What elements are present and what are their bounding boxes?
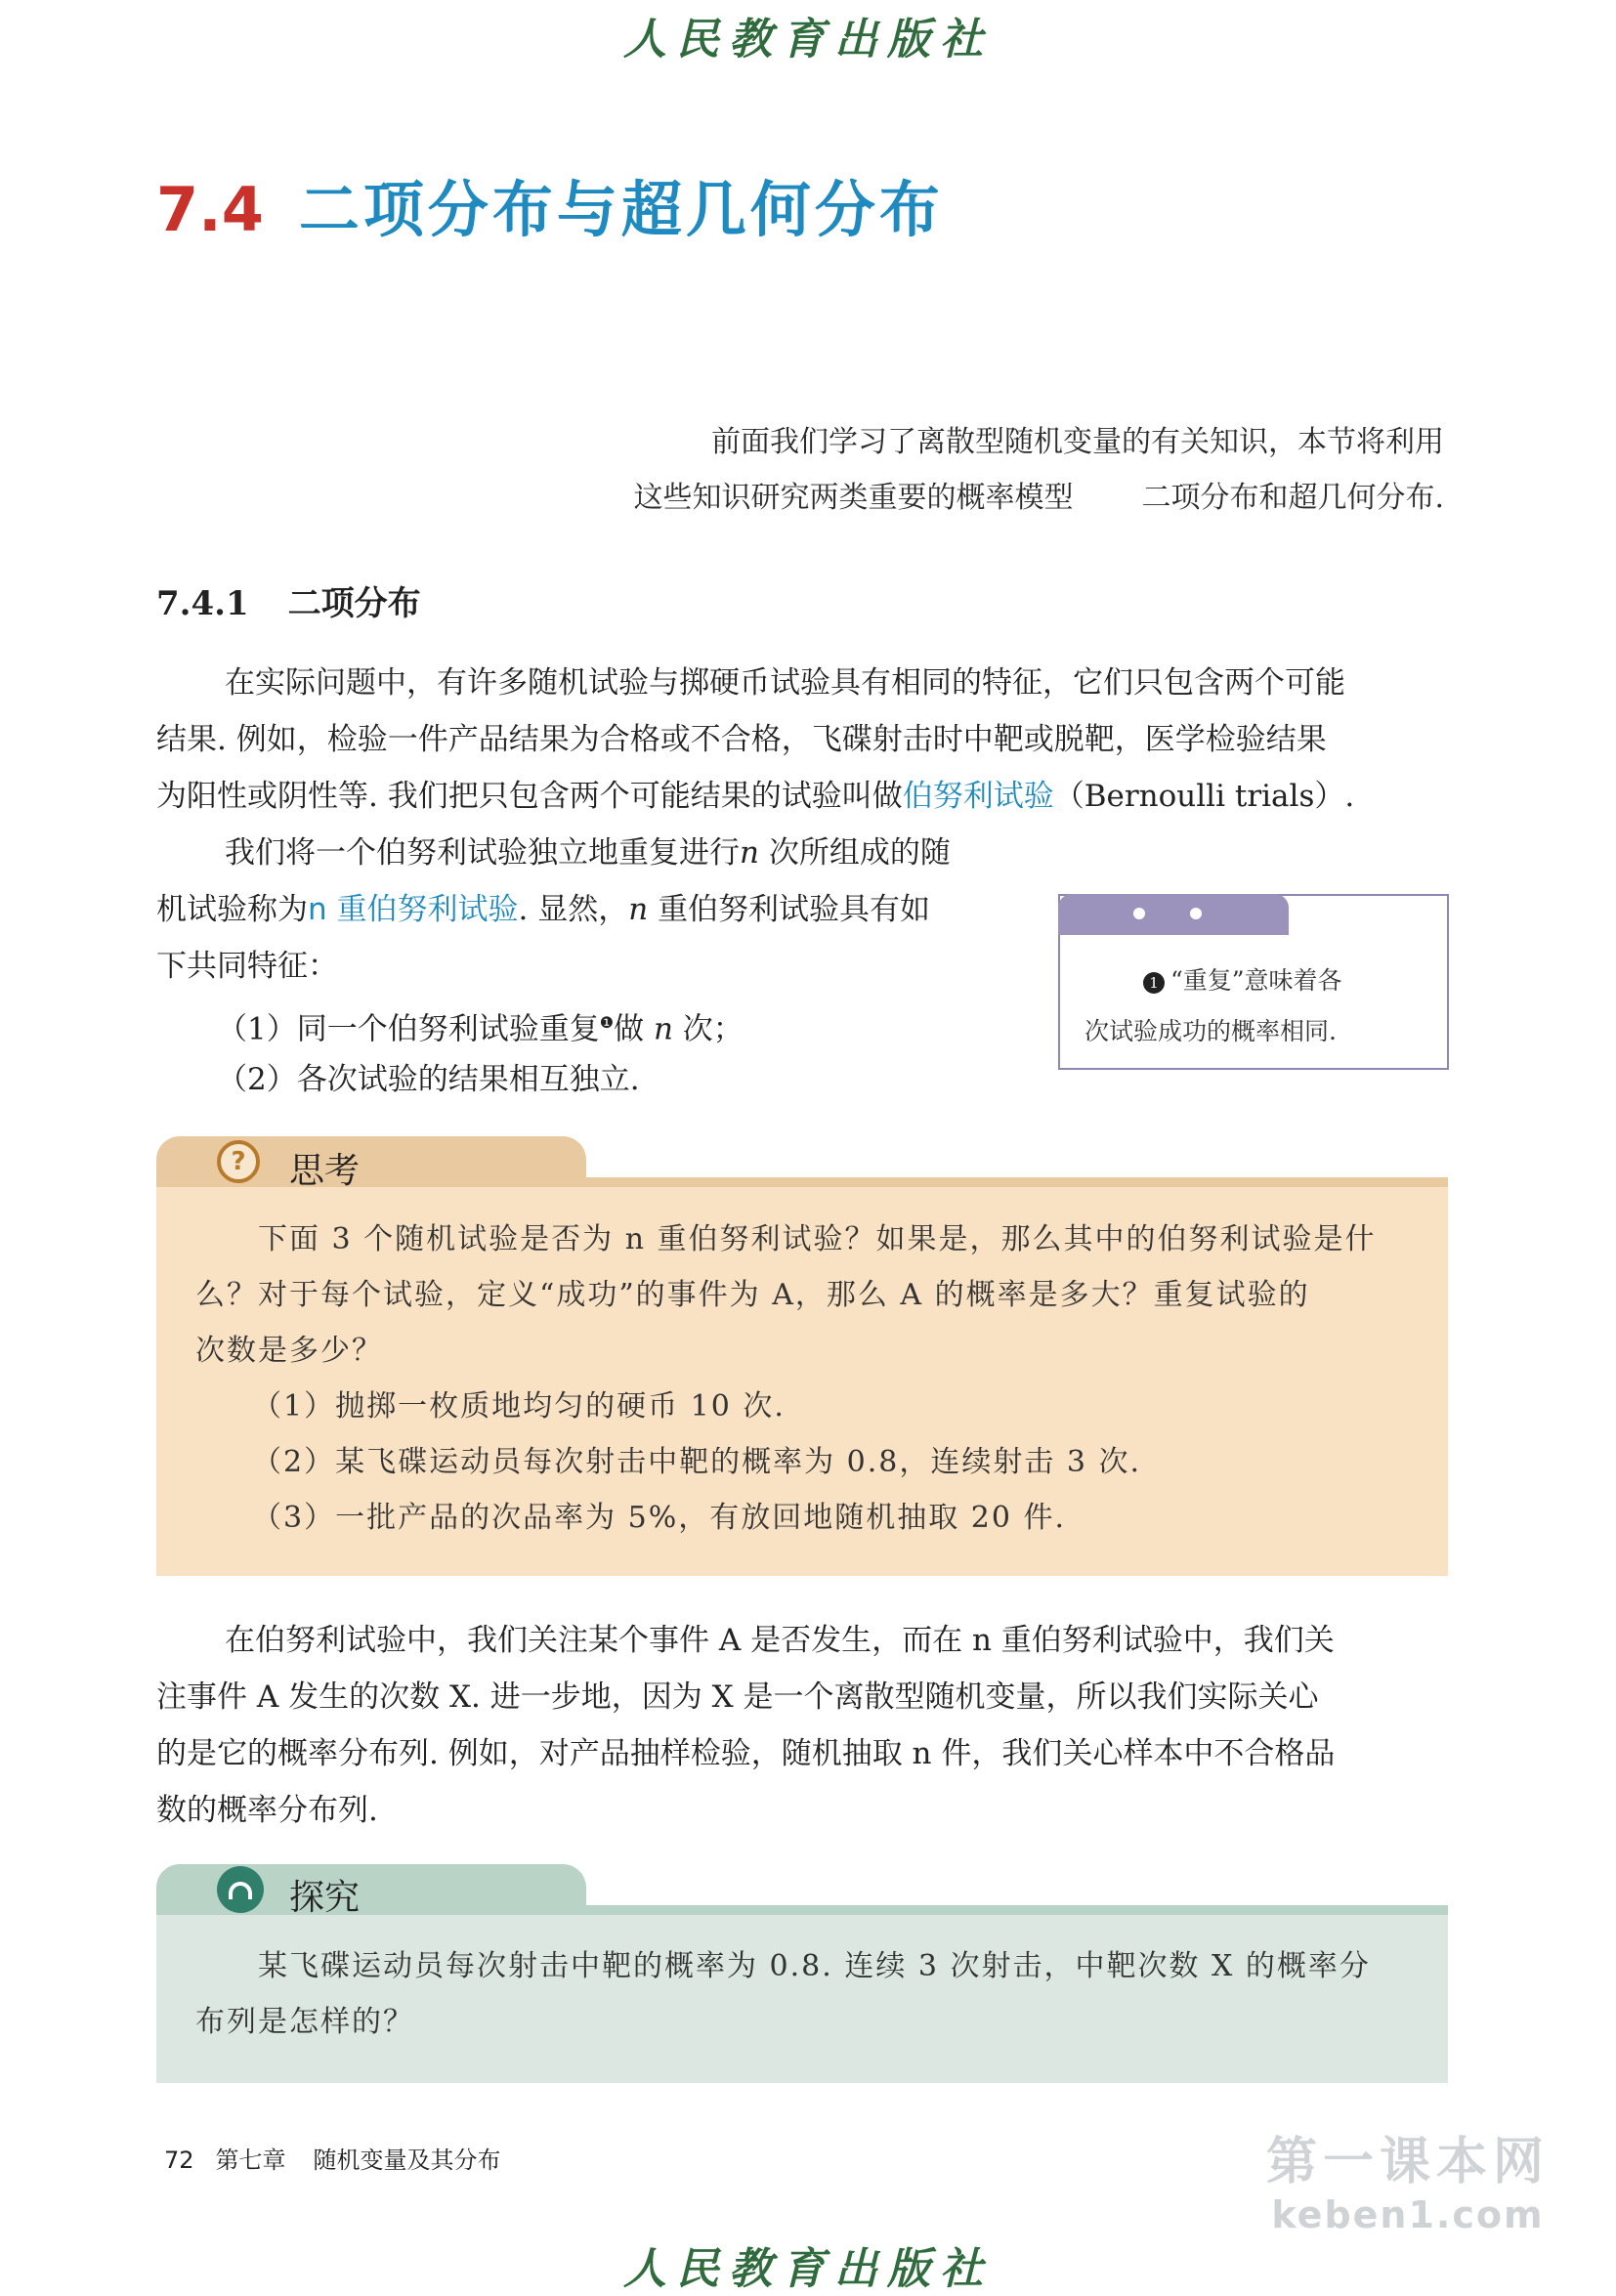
note-tab-dot bbox=[1190, 908, 1202, 919]
section-title-text: 二项分布与超几何分布 bbox=[298, 174, 944, 245]
term-bernoulli-trial: 伯努利试验 bbox=[902, 779, 1054, 814]
section-title bbox=[156, 161, 944, 248]
p1-line-3-pre: 为阳性或阴性等. 我们把只包含两个可能结果的试验叫做 bbox=[156, 779, 903, 814]
think-line-3: 次数是多少？ bbox=[195, 1334, 383, 1368]
p2-line-2-pre: 机试验称为 bbox=[156, 892, 308, 927]
watermark bbox=[1266, 2120, 1550, 2236]
p3-line-4: 数的概率分布列. bbox=[156, 1793, 378, 1828]
think-title: 思考 bbox=[289, 1151, 361, 1191]
p1-line-3 bbox=[156, 768, 1446, 825]
p2-line-2-mid: . 显然， bbox=[518, 892, 629, 927]
subsection-title-text: 二项分布 bbox=[287, 584, 421, 623]
p2-item-1 bbox=[217, 995, 999, 1057]
p1-line-1: 在实际问题中，有许多随机试验与掷硬币试验具有相同的特征，它们只包含两个可能 bbox=[225, 665, 1345, 701]
watermark-line-1: 第一课本网 bbox=[1266, 2133, 1551, 2191]
chapter-title: 随机变量及其分布 bbox=[313, 2147, 501, 2174]
subsection-title bbox=[156, 576, 421, 624]
p3-line-2: 注事件 A 发生的次数 X. 进一步地，因为 X 是一个离散型随机变量，所以我们实际关心 bbox=[156, 1679, 1319, 1715]
p1-line-2: 结果. 例如，检验一件产品结果为合格或不合格，飞碟射击时中靶或脱靶，医学检验结果 bbox=[156, 722, 1327, 757]
var-n: n bbox=[740, 835, 759, 871]
p2-line-2-post: 重伯努利试验具有如 bbox=[658, 892, 931, 927]
p2-item-2: （2）各次试验的结果相互独立. bbox=[217, 1062, 640, 1097]
explore-line-1: 某飞碟运动员每次射击中靶的概率为 0.8. 连续 3 次射击，中靶次数 X 的概率分 bbox=[258, 1949, 1371, 1983]
note-number-badge: 1 bbox=[1143, 972, 1165, 994]
intro-line-2b: 二项分布和超几何分布. bbox=[1141, 481, 1444, 515]
explore-line-2: 布列是怎样的？ bbox=[195, 2005, 414, 2039]
intro-line-2a: 这些知识研究两类重要的概率模型 bbox=[633, 481, 1074, 515]
watermark-line-2: keben1.com bbox=[1271, 2193, 1545, 2236]
page-footer bbox=[164, 2141, 501, 2175]
p2-item-1-pre: （1）同一个伯努利试验重复 bbox=[217, 1011, 600, 1047]
subsection-number: 7.4.1 bbox=[156, 584, 249, 623]
intro-line-1: 前面我们学习了离散型随机变量的有关知识，本节将利用 bbox=[711, 425, 1444, 459]
p2-line-3: 下共同特征： bbox=[156, 949, 338, 984]
explore-icon bbox=[217, 1866, 264, 1913]
intro-line-2 bbox=[633, 471, 1444, 526]
chapter-label: 第七章 bbox=[215, 2147, 286, 2174]
p2-line-2 bbox=[156, 881, 1016, 938]
think-item-2: （2）某飞碟运动员每次射击中靶的概率为 0.8，连续射击 3 次. bbox=[252, 1445, 1142, 1479]
think-item-1: （1）抛掷一枚质地均匀的硬币 10 次. bbox=[252, 1389, 786, 1424]
p2-item-1-post: 次； bbox=[682, 1011, 744, 1047]
question-icon: ? bbox=[217, 1140, 260, 1183]
publisher-logo-bottom: 人民教育出版社 bbox=[623, 2244, 993, 2294]
think-item-3: （3）一批产品的次品率为 5%，有放回地随机抽取 20 件. bbox=[252, 1501, 1066, 1535]
var-n: n bbox=[653, 1011, 673, 1047]
footnote-marker: ❶ bbox=[599, 1013, 615, 1032]
page-number: 72 bbox=[164, 2147, 194, 2174]
side-note-line-1-text: “重复”意味着各 bbox=[1170, 966, 1342, 995]
var-n: n bbox=[628, 892, 649, 927]
term-n-bernoulli: n 重伯努利试验 bbox=[308, 892, 519, 927]
p3-line-1: 在伯努利试验中，我们关注某个事件 A 是否发生，而在 n 重伯努利试验中，我们关 bbox=[225, 1623, 1335, 1658]
p1-line-3-post: （Bernoulli trials）. bbox=[1053, 779, 1355, 814]
publisher-logo-top: 人民教育出版社 bbox=[623, 15, 993, 64]
think-line-1: 下面 3 个随机试验是否为 n 重伯努利试验？如果是，那么其中的伯努利试验是什 bbox=[258, 1222, 1377, 1256]
note-tab-dot bbox=[1133, 908, 1145, 919]
think-line-2: 么？对于每个试验，定义“成功”的事件为 A，那么 A 的概率是多大？重复试验的 bbox=[195, 1278, 1310, 1312]
side-note-tab bbox=[1058, 894, 1289, 935]
p2-line-1-text: 我们将一个伯努利试验独立地重复进行 bbox=[225, 835, 740, 871]
section-number: 7.4 bbox=[156, 174, 264, 245]
p2-line-1-post: 次所组成的随 bbox=[768, 835, 951, 871]
p2-item-1-mid: 做 bbox=[614, 1011, 645, 1047]
p2-line-1 bbox=[156, 825, 1016, 881]
side-note-line-2: 次试验成功的概率相同. bbox=[1084, 1017, 1337, 1045]
explore-title: 探究 bbox=[289, 1878, 361, 1918]
side-note-line-1 bbox=[1084, 956, 1432, 1006]
p3-line-3: 的是它的概率分布列. 例如，对产品抽样检验，随机抽取 n 件，我们关心样本中不合格品 bbox=[156, 1736, 1336, 1771]
side-note-text bbox=[1084, 956, 1432, 1057]
